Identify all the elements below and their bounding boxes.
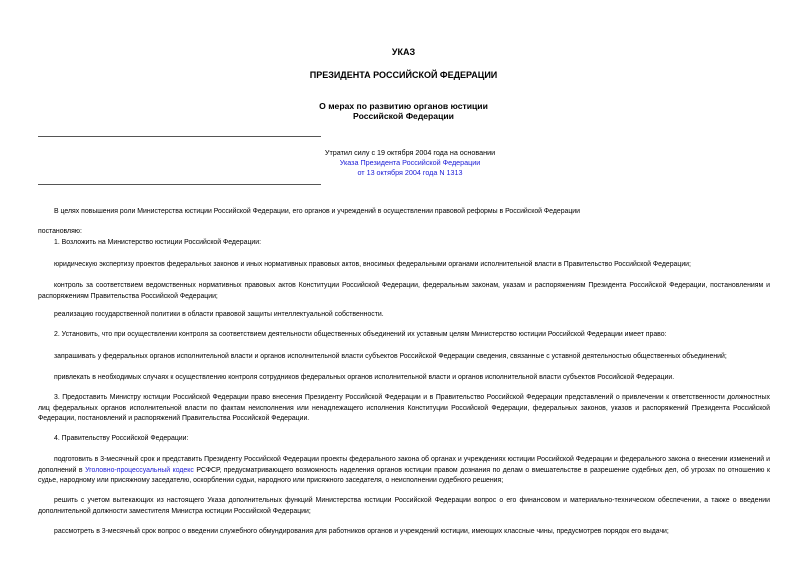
preamble: В целях повышения роли Министерства юстиции Российской Федерации, его органов и учреждений в осуществлении правовой реформы в Российской Федерации — [54, 208, 580, 215]
item-2: 2. Установить, что при осуществлении контроля за соответствием деятельности общественных объединений их уставным целям Министерство юстиции Российской Федерации имеет право: — [54, 331, 667, 338]
item-1: 1. Возложить на Министерство юстиции Российской Федерации: — [54, 239, 262, 246]
item-3: 3. Предоставить Министру юстиции Российской Федерации право внесения Президенту Российской Федерации и в Правительство Российской Федерации представлений о привлечении к ответственности должностных лиц федеральных органов исполнительной власти по фактам неисполнения или ненадлежащего исполнения Конституции Российской Федерации, федеральных законов, указов и распоряжений Президента Российской Федерации, постановлений и распоряжений Правительства Российской Федерации. — [38, 394, 770, 423]
subject-line-1: О мерах по развитию органов юстиции — [319, 101, 488, 111]
item-2-clause-1: запрашивать у федеральных органов исполнительной власти и органов исполнительной власти субъектов Российской Федерации сведения, связанные с уставной деятельностью общественных объединений; — [54, 353, 727, 360]
item-1-clause-2: контроль за соответствием ведомственных нормативных правовых актов Конституции Российской Федерации, федеральным законам, указам и распоряжениям Президента Российской Федерации, постановлениям и распоряжениям Правительства Российской Федерации; — [38, 282, 770, 300]
issuer: ПРЕЗИДЕНТА РОССИЙСКОЙ ФЕДЕРАЦИИ — [309, 70, 498, 80]
document-subject — [0, 101, 807, 121]
status-line: Утратил силу с 19 октября 2004 года на основании — [324, 148, 496, 157]
item-4-clause-3: рассмотреть в 3-месячный срок вопрос о введении служебного обмундирования для работников органов и учреждений юстиции, имеющих классные чины, предусмотрев порядок его выдачи; — [54, 528, 669, 535]
status-note — [210, 148, 610, 178]
item-4: 4. Правительству Российской Федерации: — [54, 435, 189, 442]
item-4-clause-1 — [38, 455, 770, 487]
item-4-clause-1-start: подготовить в 3-месячный срок и представить Президенту Российской Федерации проекты федерального закона об органах и учреждениях юстиции Российской Федерации и федерального закона о внесении изменений и дополнений в — [38, 456, 770, 474]
item-1-clause-3: реализацию государственной политики в области правовой защиты интеллектуальной собственности. — [54, 311, 384, 318]
decree-word: постановляю: — [38, 228, 82, 235]
subject-line-2: Российской Федерации — [353, 111, 454, 121]
separator-top — [38, 136, 321, 137]
repeal-decree-link[interactable]: Указа Президента Российской Федерации — [339, 158, 481, 167]
item-2-clause-2: привлекать в необходимых случаях к осуществлению контроля сотрудников федеральных органов исполнительной власти и органов исполнительной власти субъектов Российской Федерации. — [54, 374, 675, 381]
item-4-clause-2: решить с учетом вытекающих из настоящего Указа дополнительных функций Министерства юстиции Российской Федерации вопрос о его финансовом и материально-техническом обеспечении, а также о введении дополнительной должности заместителя Министра юстиции Российской Федерации; — [38, 497, 770, 515]
document-type: УКАЗ — [391, 47, 416, 57]
item-1-clause-1: юридическую экспертизу проектов федеральных законов и иных нормативных правовых актов, вносимых федеральными органами исполнительной власти в Правительство Российской Федерации; — [54, 261, 691, 268]
repeal-decree-date-link[interactable]: от 13 октября 2004 года N 1313 — [357, 168, 463, 177]
separator-bottom — [38, 184, 321, 185]
criminal-procedure-code-link[interactable]: Уголовно-процессуальный кодекс — [85, 466, 194, 474]
item-4-clause-1-end: РСФСР, предусматривающего возможность наделения органов юстиции правом дознания по делам о вмешательстве в разрешение судебных дел, об угрозах по отношению к судье, народному или присяжному заседателю, оскорблении судьи, народного или присяжного заседателя, о неисполнении судебного решения; — [38, 466, 770, 485]
